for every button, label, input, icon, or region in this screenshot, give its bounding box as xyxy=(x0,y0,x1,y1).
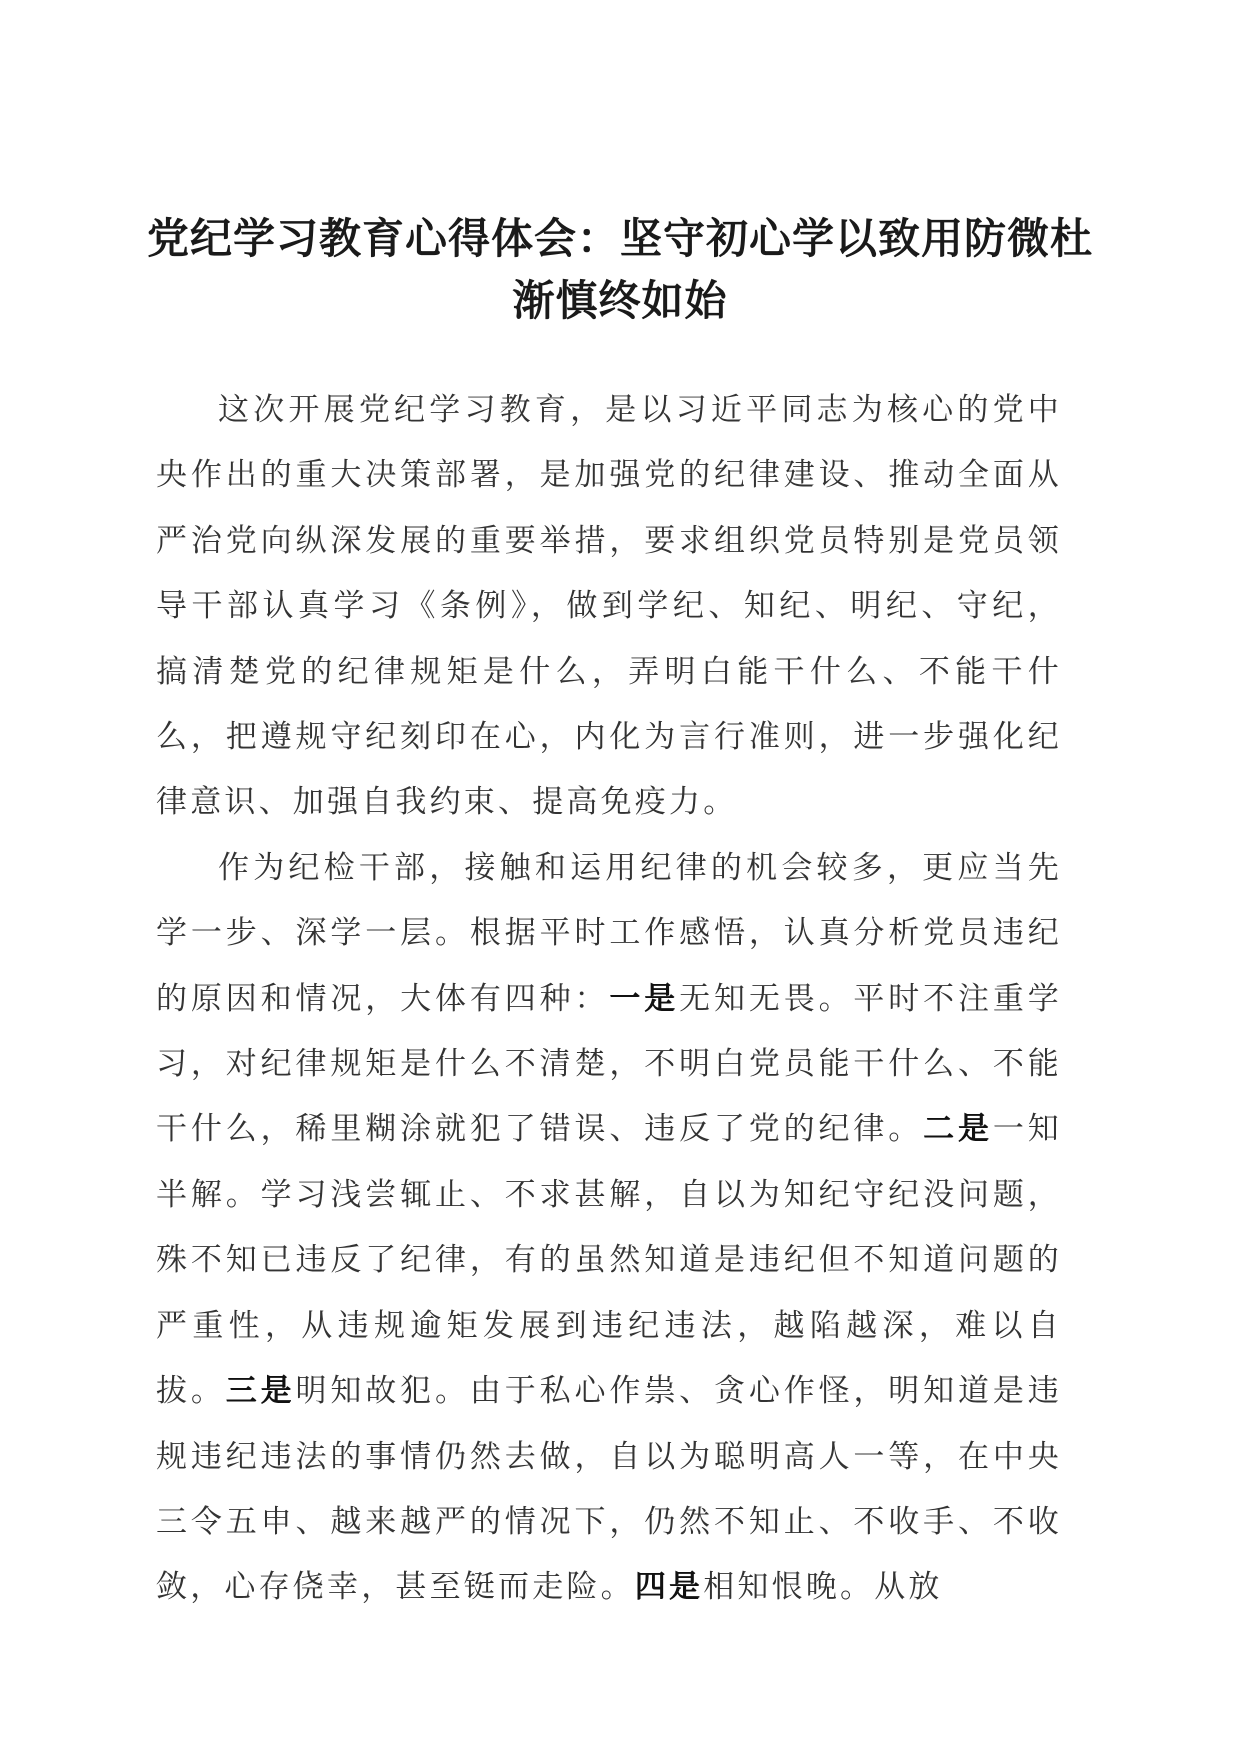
point-1-label: 一是 xyxy=(609,980,680,1017)
point-3-text: 明知故犯。由于私心作祟、贪心作怪，明知道是违规违纪违法的事情仍然去做，自以为聪明高人一等，在中央三令五申、越来越严的情况下，仍然不知止、不收手、不收敛，心存侥幸，甚至铤而走险。 xyxy=(156,1373,1062,1606)
point-3-label: 三是 xyxy=(225,1373,296,1410)
paragraph-1: 这次开展党纪学习教育，是以习近平同志为核心的党中央作出的重大决策部署，是加强党的纪律建设、推动全面从严治党向纵深发展的重要举措，要求组织党员特别是党员领导干部认真学习《条例》，做到学纪、知纪、明纪、守纪，搞清楚党的纪律规矩是什么，弄明白能干什么、不能干什么，把遵规守纪刻印在心，内化为言行准则，进一步强化纪律意识、加强自我约束、提高免疫力。 xyxy=(156,392,1062,821)
document-title: 党纪学习教育心得体会：坚守初心学以致用防微杜渐慎终如始 xyxy=(146,214,1093,325)
paragraph-2-intro: 作为纪检干部，接触和运用纪律的机会较多，更应当先学一步、深学一层。根据平时工作感悟，认真分析党员违纪的原因和情况，大体有四种： xyxy=(156,849,1062,1017)
point-4-label: 四是 xyxy=(634,1569,704,1606)
paragraph-2 xyxy=(156,836,1062,1621)
document-body xyxy=(156,378,1062,1621)
point-2-text: 一知半解。学习浅尝辄止、不求甚解，自以为知纪守纪没问题，殊不知已违反了纪律，有的虽然知道是违纪但不知道问题的严重性，从违规逾矩发展到违纪违法，越陷越深，难以自拔。 xyxy=(156,1111,1062,1410)
point-1-text: 无知无畏。平时不注重学习，对纪律规矩是什么不清楚，不明白党员能干什么、不能干什么，稀里糊涂就犯了错误、违反了党的纪律。 xyxy=(156,980,1062,1148)
point-2-label: 二是 xyxy=(923,1111,993,1148)
point-4-text: 相知恨晚。从放 xyxy=(703,1569,943,1606)
